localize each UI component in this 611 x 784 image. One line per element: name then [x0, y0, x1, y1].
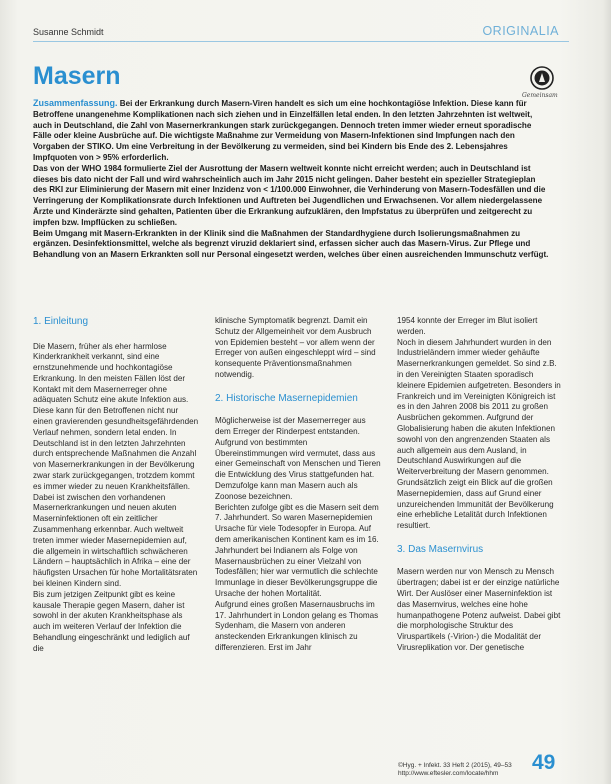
- page-number: 49: [532, 751, 556, 774]
- column-3: [397, 316, 563, 746]
- citation-url: http://www.eftesler.com/locate/hhm: [398, 770, 499, 777]
- abstract: [33, 98, 551, 261]
- header-author: Susanne Schmidt: [33, 27, 104, 37]
- body-paragraph: Grundsätzlich zeigt ein Blick auf die großen Masernepidemien, dass auf Grund einer unzureichenden Immunität der Bevölkerung eine erhebliche Letalität durch Infektionen resultiert.: [397, 477, 554, 531]
- body-paragraph: Die Masern, früher als eher harmlose Kinderkrankheit verkannt, sind eine ernstzunehmende und hochkontagiöse Erkrankung. In den meisten Fällen löst der Kontakt mit dem Masernerreger ohne adäquaten Schutz eine akute Infektion aus. Diese kann für den Betroffenen nicht nur einen gravierenden gesundheitsgefährdenden Verlauf nehmen, sondern letal enden. In Deutschland ist in den letzten Jahrzehnten durch entsprechende Maßnahmen die Anzahl von Masernerkrankungen in der Bevölkerung zwar stark zurückgegangen, trotzdem kommt es immer wieder zu neuen Krankheitsfällen. Dabei ist zwischen den vorhandenen Masernerkrankungen und neuen akuten Maserninfektionen oft ein zeitlicher Zusammenhang erkennbar. Auch weltweit treten immer wieder Masernepidemien auf, die allgemein in wirtschaftlich schwächeren Ländern – hauptsächlich in Afrika – eine der häufigsten Ursachen für hohe Mortalitätsraten bei kleinen Kindern sind.: [33, 341, 199, 589]
- abstract-text: Bei der Erkrankung durch Masern-Viren handelt es sich um eine hochkontagiöse Infektion. Diese kann für Betroffene unangenehme Komplikationen nach sich ziehen und in Einzelfällen letal enden. In den letzten Jahrzehnten ist weltweit, auch in Deutschland, die Zahl von Masernerkrankungen stark zurückgegangen. Dennoch treten immer wieder erneut sporadische Fälle oder kleine Ausbrüche auf. Die wichtigste Maßnahme zur Vermeidung von Masern-Infektionen sind Impfungen nach den Vorgaben der STIKO. Um eine Verbreitung in der Bevölkerung zu vermeiden, sind bei Kindern bis Ende des 2. Lebensjahres Impfquoten von > 95% erforderlich.: [33, 99, 533, 162]
- header-section-label: ORIGINALIA: [482, 24, 559, 38]
- body-paragraph: 1954 konnte der Erreger im Blut isoliert werden.: [397, 316, 538, 336]
- body-paragraph: Möglicherweise ist der Masernerreger aus dem Erreger der Rinderpest entstanden. Aufgrund von bestimmten Übereinstimmungen wird vermutet, dass aus einer Gemeinschaft von Menschen und Tieren die Entwicklung des Virus stattgefunden hat. Demzufolge kann man Masern auch als Zoonose bezeichnen.: [215, 416, 381, 501]
- abstract-lead: Zusammenfassung.: [33, 98, 118, 108]
- certification-seal-icon: [530, 66, 554, 90]
- body-paragraph: Aufgrund eines großen Masernausbruchs im 17. Jahrhundert in London gelang es Thomas Sydenham, die Masern von anderen ansteckenden Erkrankungen klinisch zu differenzieren. Erst im Jahr: [215, 599, 379, 653]
- badge-script-text: Gemeinsam: [522, 92, 558, 99]
- abstract-paragraph: [33, 98, 551, 164]
- abstract-paragraph: Das von der WHO 1984 formulierte Ziel der Ausrottung der Masern weltweit konnte nicht erreicht werden; auch in Deutschland ist dieses bis dato nicht der Fall und wird wahrscheinlich auch im Jahr 2015 nicht gelingen. Daher besteht ein spezieller Strategieplan des RKI zur Eliminierung der Masern mit einer Inzidenz von < 1/100.000 Einwohner, die Verhinderung von Masern-Todesfällen und die Verringerung der Komplikationsrate durch Infektionen und Auftreten bei Jugendlichen und Erwachsenen. Vor allem niedergelassene Ärzte und Kinderärzte sind gehalten, Patienten über die Erkrankung aufzuklären, den Impfstatus zu überprüfen und zeitgerecht zu impfen bzw. Impflücken zu schließen.: [33, 163, 546, 227]
- abstract-paragraph: Beim Umgang mit Masern-Erkrankten in der Klinik sind die Maßnahmen der Standardhygiene durch Isolierungsmaßnahmen zu ergänzen. Desinfektionsmittel, welche als begrenzt viruzid deklariert sind, erfassen sicher auch das Masern-Virus. Zur Pflege und Behandlung von an Masern Erkrankten soll nur Personal eingesetzt werden, welches über einen ausreichenden Immunschutz verfügt.: [33, 228, 549, 260]
- citation-text: ©Hyg. + Infekt. 33 Heft 2 (2015), 49–53: [398, 762, 512, 769]
- section-heading: 2. Historische Masernepidemien: [215, 392, 358, 404]
- page-edge-shadow: [603, 0, 611, 784]
- column-2: [215, 316, 381, 746]
- body-paragraph: Bis zum jetzigen Zeitpunkt gibt es keine kausale Therapie gegen Masern, daher ist sowohl in der akuten Krankheitsphase als auch im weiteren Verlauf der Infektion die Behandlung eingeschränkt und lediglich auf die: [33, 589, 190, 653]
- body-paragraph: Berichten zufolge gibt es die Masern seit dem 7. Jahrhundert. So waren Masernepidemien Ursache für viele Todesopfer in Europa. Auf dem amerikanischen Kontinent kam es im 16. Jahrhundert bei Indianern als Folge von Masernausbrüchen zu einer Vielzahl von Todesfällen; hier war vermutlich die schlechte Immunlage in dieser Bevölkerungsgruppe die Ursache der hohen Mortalität.: [215, 502, 379, 599]
- article-title: Masern: [33, 62, 121, 90]
- section-heading: 1. Einleitung: [33, 316, 89, 327]
- header-divider: [33, 41, 569, 42]
- body-paragraph: Noch in diesem Jahrhundert wurden in den Industrieländern immer wieder gehäufte Masernerkrankungen gemeldet. So sind z.B. in den Vereinigten Staaten sporadisch kleinere Epidemien aufgetreten. Besonders in Frankreich und im Vereinigten Königreich ist es in den Jahren 2008 bis 2011 zu großen Ausbrüchen gekommen. Aufgrund der Globalisierung haben die akuten Infektionen sowohl von den angrenzenden Staaten als auch allgemein aus dem Ausland, in Deutschland Auswirkungen auf die Weiterverbreitung der Masern genommen.: [397, 337, 561, 477]
- body-paragraph: klinische Symptomatik begrenzt. Damit ein Schutz der Allgemeinheit vor dem Ausbruch von Epidemien besteht – vor allem wenn der Erreger von außen eingeschleppt wird – sind konsequente Präventionsmaßnahmen notwendig.: [215, 316, 376, 379]
- footer-citation: [398, 762, 512, 778]
- body-columns: [33, 316, 563, 746]
- column-1: [33, 316, 199, 746]
- body-paragraph: Masern werden nur von Mensch zu Mensch übertragen; dabei ist er der einzige natürliche Wirt. Der Auslöser einer Maserninfektion ist das Masernvirus, welches eine hohe humanpathogene Potenz aufweist. Dabei gibt die morphologische Struktur des Viruspartikels (-Virion-) die Modalität der Virusreplikation vor. Der genetische: [397, 567, 561, 653]
- section-heading: 3. Das Masernvirus: [397, 543, 484, 555]
